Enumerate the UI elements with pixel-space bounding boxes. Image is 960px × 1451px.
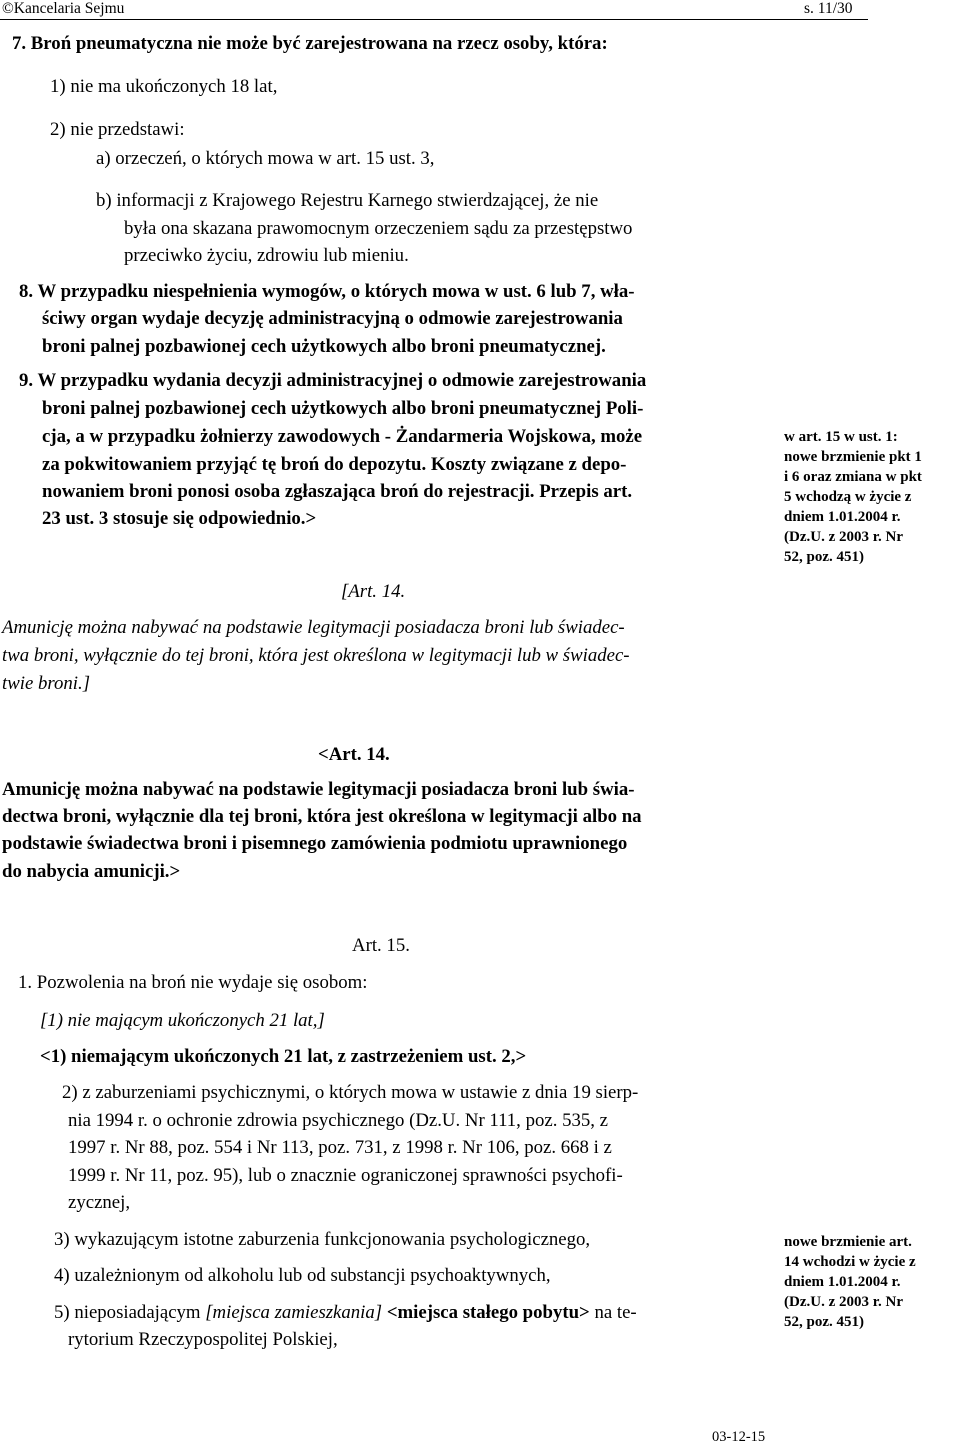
para-8-line3: broni palnej pozbawionej cech użytkowych albo broni pneumatycznej. (42, 336, 606, 357)
sidenote-line: nowe brzmienie art. (784, 1234, 912, 1250)
para-8-line1: 8. W przypadku niespełnienia wymogów, o których mowa w ust. 6 lub 7, wła- (19, 281, 635, 302)
art15-item2-line1: 2) z zaburzeniami psychicznymi, o których mowa w ustawie z dnia 19 sierp- (62, 1082, 639, 1103)
para-8-line2: ściwy organ wydaje decyzję administracyjną o odmowie zarejestrowania (42, 308, 623, 329)
new-art14-line4: do nabycia amunicji.> (2, 861, 181, 882)
art15-item1-old: [1) nie mającym ukończonych 21 lat,] (40, 1010, 325, 1031)
art15-item5-text: 5) nieposiadającym (54, 1302, 206, 1323)
new-art14-line3: podstawie świadectwa broni i pisemnego zamówienia podmiotu uprawnionego (2, 833, 628, 854)
old-art14-line3: twie broni.] (2, 673, 91, 694)
old-art14-line2: twa broni, wyłącznie do tej broni, która jest określona w legitymacji lub w świadec- (2, 645, 630, 666)
sidenote-line: dniem 1.01.2004 r. (784, 1274, 901, 1290)
art15-item5-new: <miejsca stałego pobytu> (386, 1302, 590, 1323)
sidenote-line: 52, poz. 451) (784, 1314, 864, 1330)
para-7-item-2b-line3: przeciwko życiu, zdrowiu lub mieniu. (124, 245, 409, 266)
old-art14-title: [Art. 14. (341, 581, 406, 602)
para-7-item-2b-line2: była ona skazana prawomocnym orzeczeniem sądu za przestępstwo (124, 218, 633, 239)
art15-item4: 4) uzależnionym od alkoholu lub od substancji psychoaktywnych, (54, 1265, 551, 1286)
para-7-item-2: 2) nie przedstawi: (50, 119, 185, 140)
art15-item2-line5: zycznej, (68, 1192, 131, 1213)
art15-item5-old: [miejsca zamieszkania] (205, 1302, 383, 1323)
para-9-line1: 9. W przypadku wydania decyzji administracyjnej o odmowie zarejestrowania (19, 370, 647, 391)
para-7-item-2a: a) orzeczeń, o których mowa w art. 15 ust. 3, (96, 148, 435, 169)
sidenote-line: 52, poz. 451) (784, 549, 864, 565)
para-9-line3: cja, a w przypadku żołnierzy zawodowych - Żandarmeria Wojskowa, może (42, 426, 643, 447)
sidenote-line: i 6 oraz zmiana w pkt (784, 469, 922, 485)
art15-item5-line2: rytorium Rzeczypospolitej Polskiej, (68, 1329, 338, 1350)
art15-item1-new: <1) niemającym ukończonych 21 lat, z zastrzeżeniem ust. 2,> (40, 1046, 527, 1067)
art15-title: Art. 15. (352, 935, 410, 956)
new-art14-title: <Art. 14. (318, 744, 390, 765)
sidenote-line: (Dz.U. z 2003 r. Nr (784, 1294, 903, 1310)
old-art14-line1: Amunicję można nabywać na podstawie legitymacji posiadacza broni lub świadec- (2, 617, 625, 638)
para-9-line4: za pokwitowaniem przyjąć tę broń do depozytu. Koszty związane z depo- (42, 454, 627, 475)
new-art14-line1: Amunicję można nabywać na podstawie legitymacji posiadacza broni lub świa- (2, 779, 635, 800)
sidenote-art14 (784, 1232, 916, 1332)
para-9-line2: broni palnej pozbawionej cech użytkowych albo broni pneumatycznej Poli- (42, 398, 644, 419)
para-7: 7. Broń pneumatyczna nie może być zarejestrowana na rzecz osoby, która: (12, 33, 608, 54)
sidenote-art15 (784, 427, 922, 567)
art15-item5-line1 (54, 1299, 637, 1327)
art15-item2-line2: nia 1994 r. o ochronie zdrowia psychicznego (Dz.U. Nr 111, poz. 535, z (68, 1110, 608, 1131)
header-right: s. 11/30 (804, 0, 853, 17)
new-art14-line2: dectwa broni, wyłącznie dla tej broni, która jest określona w legitymacji albo na (2, 806, 642, 827)
sidenote-line: 14 wchodzi w życie z (784, 1254, 916, 1270)
art15-item5-tail: na te- (589, 1302, 637, 1323)
art15-item2-line3: 1997 r. Nr 88, poz. 554 i Nr 113, poz. 731, z 1998 r. Nr 106, poz. 668 i z (68, 1137, 612, 1158)
sidenote-line: nowe brzmienie pkt 1 (784, 449, 922, 465)
sidenote-line: dniem 1.01.2004 r. (784, 509, 901, 525)
header-left: ©Kancelaria Sejmu (2, 0, 125, 17)
art15-item3: 3) wykazującym istotne zaburzenia funkcjonowania psychologicznego, (54, 1229, 591, 1250)
art15-para1: 1. Pozwolenia na broń nie wydaje się osobom: (18, 972, 368, 993)
para-7-item-1: 1) nie ma ukończonych 18 lat, (50, 76, 278, 97)
sidenote-line: w art. 15 w ust. 1: (784, 429, 898, 445)
sidenote-line: (Dz.U. z 2003 r. Nr (784, 529, 903, 545)
para-9-line5: nowaniem broni ponosi osoba zgłaszająca broń do rejestracji. Przepis art. (42, 481, 633, 502)
header-rule (0, 19, 868, 20)
para-7-item-2b-line1: b) informacji z Krajowego Rejestru Karnego stwierdzającej, że nie (96, 190, 599, 211)
sidenote-line: 5 wchodzą w życie z (784, 489, 912, 505)
art15-item2-line4: 1999 r. Nr 11, poz. 95), lub o znacznie ograniczonej sprawności psychofi- (68, 1165, 623, 1186)
para-9-line6: 23 ust. 3 stosuje się odpowiednio.> (42, 508, 317, 529)
footer-date: 03-12-15 (712, 1429, 766, 1445)
